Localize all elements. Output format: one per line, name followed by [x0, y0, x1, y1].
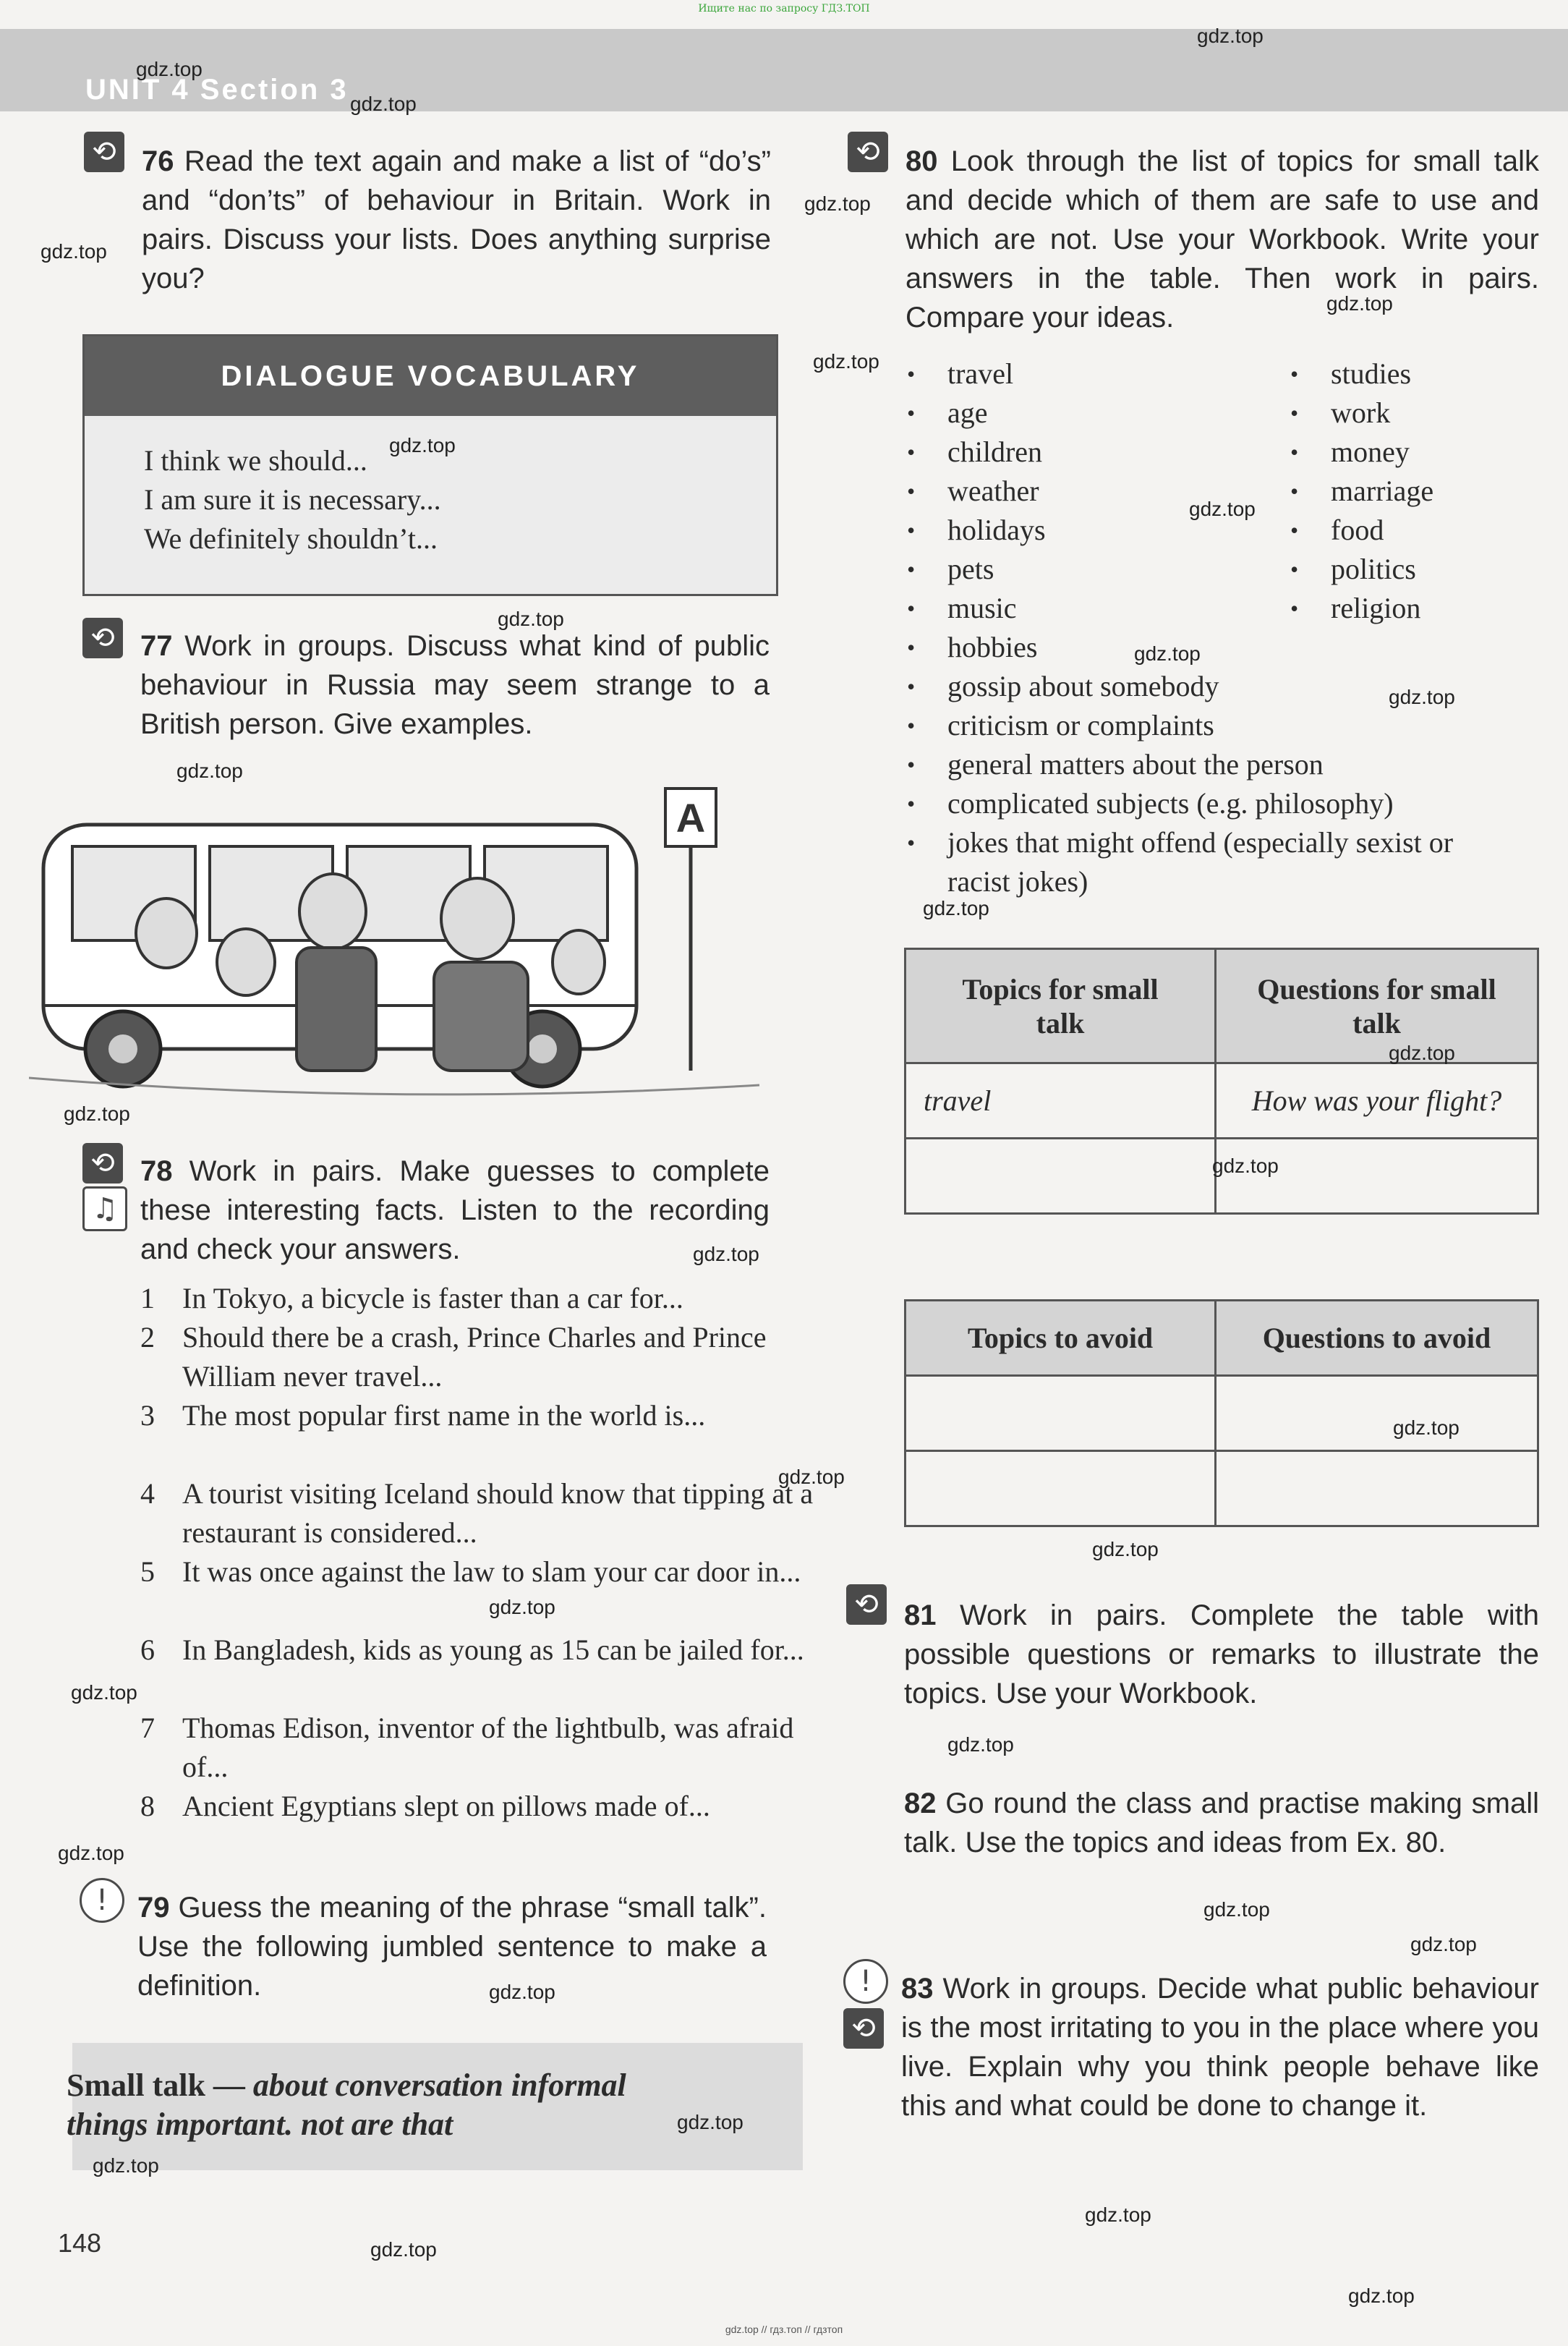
- watermark: gdz.top: [1189, 498, 1256, 520]
- page-number: 148: [58, 2228, 102, 2258]
- topic-item: • hobbies: [907, 631, 1038, 663]
- watermark: gdz.top: [93, 2154, 159, 2177]
- ex81-task: [904, 1596, 1539, 1713]
- pair-work-icon: ⟲: [84, 132, 124, 172]
- person: [441, 878, 514, 959]
- table2-cell[interactable]: [906, 1451, 1216, 1526]
- person-coat: [297, 948, 376, 1071]
- watermark: gdz.top: [1092, 1538, 1159, 1560]
- table2-cell[interactable]: [1216, 1451, 1538, 1526]
- avoid-table: [904, 1299, 1539, 1527]
- watermark: gdz.top: [176, 760, 243, 782]
- table1-head-topics: Topics for small talk: [906, 949, 1216, 1063]
- ex82-task: [904, 1784, 1539, 1862]
- watermark: gdz.top: [370, 2238, 437, 2261]
- group-work-icon: ⟲: [82, 618, 123, 658]
- ex77-number: 77: [140, 630, 173, 662]
- table1-cell: How was your flight?: [1216, 1063, 1538, 1139]
- topic-item: • general matters about the person: [907, 748, 1324, 781]
- ex80-number: 80: [906, 145, 938, 177]
- ex80-text: Look through the list of topics for small talk and decide which of them are safe to use and which are not. Use your Workbook. Write your answers in the table. Then work in pairs. Compare your ideas.: [906, 145, 1539, 333]
- person: [299, 874, 366, 949]
- watermark: gdz.top: [1212, 1155, 1279, 1177]
- bottom-note: gdz.top // гдз.топ // гдзтоп: [725, 2324, 843, 2335]
- vocab-line: We definitely shouldn’t...: [144, 522, 438, 555]
- person-coat: [434, 962, 528, 1071]
- topic-item: • politics: [1290, 553, 1416, 585]
- ex76-number: 76: [142, 145, 174, 177]
- vocab-line: I think we should...: [144, 444, 367, 477]
- watermark: gdz.top: [1410, 1933, 1477, 1955]
- watermark: gdz.top: [677, 2111, 743, 2133]
- table1-cell: travel: [906, 1063, 1216, 1139]
- watermark: gdz.top: [498, 608, 564, 630]
- topic-item: • pets: [907, 553, 994, 585]
- ex78-number: 78: [140, 1155, 173, 1187]
- attention-icon: !: [80, 1878, 124, 1923]
- pair-work-icon: ⟲: [848, 132, 888, 172]
- person: [553, 930, 605, 994]
- watermark: gdz.top: [923, 897, 989, 919]
- topic-item: • studies: [1290, 357, 1412, 390]
- ex82-text: Go round the class and practise making small talk. Use the topics and ideas from Ex. 80.: [904, 1788, 1539, 1858]
- ex79-number: 79: [137, 1892, 170, 1924]
- ex76-text: Read the text again and make a list of “do’s” and “don’ts” of behaviour in Britain. Work in pairs. Discuss your lists. Does anything surprise you?: [142, 145, 771, 294]
- table1-head-questions: Questions for small talk: [1216, 949, 1538, 1063]
- watermark: gdz.top: [813, 350, 879, 373]
- topic-item: • children: [907, 435, 1043, 468]
- group-work-icon: ⟲: [843, 2008, 884, 2049]
- watermark: gdz.top: [1134, 642, 1201, 665]
- topic-item: • food: [1290, 514, 1384, 546]
- vocab-line: I am sure it is necessary...: [144, 483, 441, 516]
- watermark: gdz.top: [1348, 2285, 1415, 2307]
- dialogue-vocabulary-box: [82, 334, 778, 596]
- ex77-text: Work in groups. Discuss what kind of public behaviour in Russia may seem strange to a British person. Give examples.: [140, 630, 770, 740]
- ex79-task: [137, 1888, 767, 2005]
- watermark: gdz.top: [1389, 1042, 1455, 1064]
- watermark: gdz.top: [489, 1596, 555, 1618]
- unit-title: UNIT 4 Section 3: [85, 74, 349, 106]
- top-note: Ищите нас по запросу ГДЗ.ТОП: [698, 3, 870, 14]
- ex83-number: 83: [901, 1973, 934, 2005]
- topic-item: • music: [907, 592, 1017, 624]
- watermark: gdz.top: [1197, 25, 1264, 47]
- bus-stop-letter: A: [676, 795, 706, 841]
- topic-item: • religion: [1290, 592, 1421, 624]
- watermark: gdz.top: [71, 1681, 137, 1704]
- topic-item: • travel: [907, 357, 1014, 390]
- person: [217, 929, 275, 995]
- ex77-task: [140, 626, 770, 744]
- ex81-number: 81: [904, 1599, 937, 1631]
- topic-item: • gossip about somebody: [907, 670, 1219, 702]
- watermark: gdz.top: [693, 1243, 759, 1265]
- watermark: gdz.top: [1389, 686, 1455, 708]
- attention-icon: !: [843, 1959, 888, 2004]
- table2-head-questions: Questions to avoid: [1216, 1301, 1538, 1376]
- topic-item: • jokes that might offend (especially sexist or: [907, 826, 1454, 859]
- watermark: gdz.top: [778, 1466, 845, 1488]
- ex78-text: Work in pairs. Make guesses to complete these interesting facts. Listen to the recording and check your answers.: [140, 1155, 770, 1265]
- ex83-text: Work in groups. Decide what public behaviour is the most irritating to you in the place where you live. Explain why you think people behave like this and what could be done to change it.: [901, 1973, 1539, 2122]
- table2-cell[interactable]: [906, 1376, 1216, 1451]
- person: [136, 898, 197, 968]
- watermark: gdz.top: [1203, 1898, 1270, 1921]
- topic-item-continuation: racist jokes): [947, 865, 1088, 898]
- topic-item: • weather: [907, 475, 1039, 507]
- watermark: gdz.top: [489, 1981, 555, 2003]
- pair-work-icon: ⟲: [846, 1584, 887, 1625]
- ex82-number: 82: [904, 1788, 937, 1819]
- topic-item: • money: [1290, 435, 1410, 468]
- watermark: gdz.top: [1326, 292, 1393, 315]
- ex78-task: [140, 1152, 770, 1269]
- dialogue-vocabulary-title: DIALOGUE VOCABULARY: [85, 336, 776, 416]
- watermark: gdz.top: [136, 58, 203, 80]
- headphones-icon: ♫: [82, 1186, 127, 1231]
- ex79-text: Guess the meaning of the phrase “small talk”. Use the following jumbled sentence to make a definition.: [137, 1892, 767, 2002]
- topic-item: • holidays: [907, 514, 1046, 546]
- watermark: gdz.top: [804, 192, 871, 215]
- ex78-facts-list: 1 In Tokyo, a bicycle is faster than a car for... 2 Should there be a crash, Prince Charles and Prince William never travel... 3 The most popular first name in the world is... 4 A tourist visiting Iceland should know that tipping at a restaurant is considered... 5 It was once against the law to slam your car door in... 6 In Bangladesh, kids as young as 15 can be jailed for... 7 Thomas Edison, inventor of the lightbulb, was afraid of... 8 Ancient Egyptians slept on pillows made of...: [140, 1282, 814, 1822]
- watermark: gdz.top: [41, 240, 107, 263]
- topic-item: • work: [1290, 396, 1391, 429]
- table1-cell[interactable]: [906, 1139, 1216, 1214]
- topic-item: • complicated subjects (e.g. philosophy): [907, 787, 1394, 820]
- table2-cell[interactable]: [1216, 1376, 1538, 1451]
- topic-item: • age: [907, 396, 988, 429]
- watermark: gdz.top: [1085, 2203, 1151, 2226]
- table2-head-topics: Topics to avoid: [906, 1301, 1216, 1376]
- watermark: gdz.top: [58, 1842, 124, 1864]
- topic-item: • criticism or complaints: [907, 709, 1214, 741]
- ex83-task: [901, 1969, 1539, 2125]
- watermark: gdz.top: [389, 434, 456, 456]
- watermark: gdz.top: [64, 1102, 130, 1125]
- pair-work-icon: ⟲: [82, 1143, 123, 1183]
- ex81-text: Work in pairs. Complete the table with possible questions or remarks to illustrate the topics. Use your Workbook.: [904, 1599, 1539, 1709]
- watermark: gdz.top: [1393, 1416, 1460, 1439]
- ex80-task: [906, 142, 1539, 337]
- bus-illustration: [29, 767, 767, 1114]
- topics-list: [907, 354, 1541, 904]
- watermark: gdz.top: [947, 1733, 1014, 1756]
- topic-item: • marriage: [1290, 475, 1434, 507]
- definition-text: Small talk — about conversation informal things important. not are that: [67, 2067, 626, 2142]
- ex76-task: [142, 142, 771, 298]
- watermark: gdz.top: [350, 93, 417, 115]
